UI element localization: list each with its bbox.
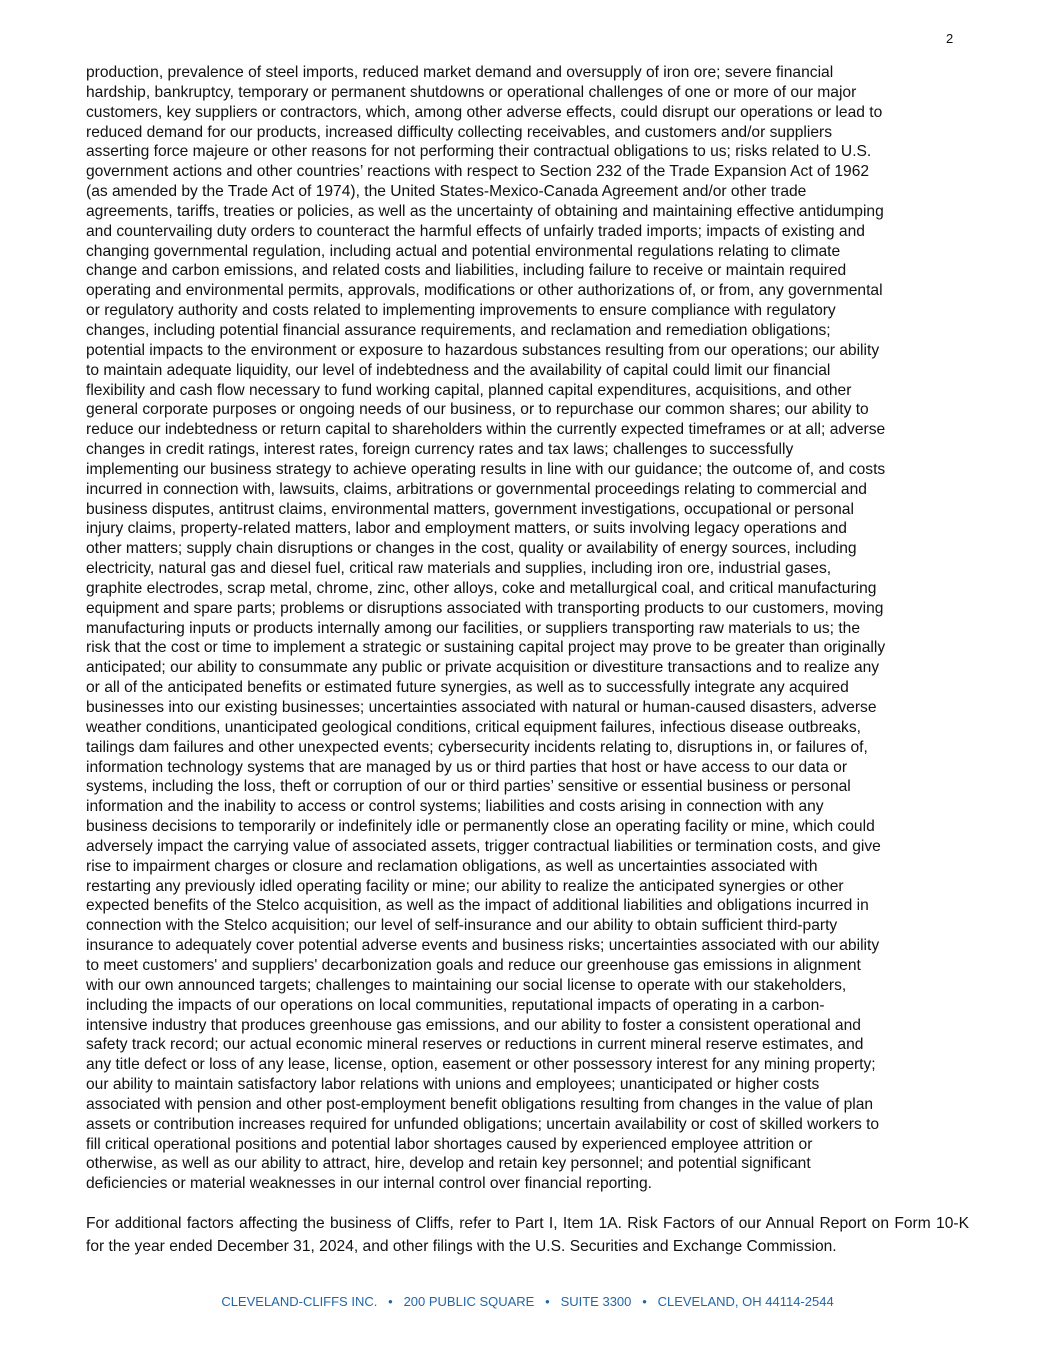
paragraph-line: or regulatory authority and costs related to implementing improvements to ensure compliance with regulatory — [86, 302, 836, 320]
paragraph-line: to maintain adequate liquidity, our level of indebtedness and the availability of capital could limit our financial — [86, 361, 831, 379]
paragraph-line: flexibility and cash flow necessary to fund working capital, planned capital expenditures, acquisitions, and other — [86, 381, 852, 399]
paragraph-line: government actions and other countries’ reactions with respect to Section 232 of the Trade Expansion Act of 1962 — [86, 163, 870, 181]
paragraph-line: change and carbon emissions, and related costs and liabilities, including failure to receive or maintain required — [86, 262, 847, 280]
closing-paragraph: For additional factors affecting the business of Cliffs, refer to Part I, Item 1A. Risk Factors of our Annual Report on Form 10-K for the year ended December 31, 2024, and other filings with the U.S. Securities and Exchange Commission. — [86, 1215, 969, 1255]
paragraph-line: business disputes, antitrust claims, environmental matters, government investigations, occupational or personal — [86, 500, 854, 518]
paragraph-line: adversely impact the carrying value of associated assets, trigger contractual liabilities or termination costs, and give — [86, 837, 881, 855]
paragraph-line: any title defect or loss of any lease, license, option, easement or other possessory interest for any mining property; — [86, 1056, 876, 1074]
paragraph-line: other matters; supply chain disruptions or changes in the cost, quality or availability of energy sources, including — [86, 540, 857, 558]
paragraph-line: deficiencies or material weaknesses in our internal control over financial reporting. — [86, 1175, 652, 1193]
paragraph-line: intensive industry that produces greenhouse gas emissions, and our ability to foster a consistent operational and — [86, 1016, 861, 1034]
paragraph-line: changes in credit ratings, interest rates, foreign currency rates and tax laws; challenges to successfully — [86, 441, 794, 459]
paragraph-line: weather conditions, unanticipated geological conditions, critical equipment failures, infectious disease outbreaks, — [86, 718, 861, 736]
paragraph-line: tailings dam failures and other unexpected events; cybersecurity incidents relating to, disruptions in, or failures of, — [86, 738, 868, 756]
paragraph-line: asserting force majeure or other reasons for not performing their contractual obligations to us; risks related to U.S. — [86, 143, 872, 161]
paragraph-line: (as amended by the Trade Act of 1974), the United States-Mexico-Canada Agreement and/or other trade — [86, 183, 807, 201]
paragraph-line: agreements, tariffs, treaties or policies, as well as the uncertainty of obtaining and maintaining effective antidumping — [86, 202, 884, 220]
paragraph-line: associated with pension and other post-employment benefit obligations resulting from changes in the value of plan — [86, 1095, 874, 1113]
paragraph-line: connection with the Stelco acquisition; our level of self-insurance and our ability to obtain sufficient third-party — [86, 917, 838, 935]
paragraph-line: or all of the anticipated benefits or estimated future synergies, as well as to successfully integrate any acquired — [86, 679, 849, 697]
paragraph-line: insurance to adequately cover potential adverse events and business risks; uncertainties associated with our ability — [86, 937, 880, 955]
paragraph-line: information technology systems that are managed by us or third parties that host or have access to our data or — [86, 758, 848, 776]
paragraph-line: changing governmental regulation, including actual and potential environmental regulations relating to climate — [86, 242, 841, 260]
paragraph-line: reduce our indebtedness or return capital to shareholders within the currently expected timeframes or at all; adverse — [86, 421, 886, 439]
paragraph-line: with our own announced targets; challenges to maintaining our social license to operate with our stakeholders, — [86, 976, 847, 994]
paragraph-line: otherwise, as well as our ability to attract, hire, develop and retain key personnel; and potential significant — [86, 1155, 811, 1173]
paragraph-line: general corporate purposes or ongoing needs of our business, or to repurchase our common shares; our ability to — [86, 401, 869, 419]
paragraph-line: restarting any previously idled operating facility or mine; our ability to realize the anticipated synergies or other — [86, 877, 844, 895]
paragraph-line: operating and environmental permits, approvals, modifications or other authorizations of, or from, any governmental — [86, 282, 883, 300]
paragraph-line: expected benefits of the Stelco acquisition, as well as the impact of additional liabilities and obligations incurred in — [86, 897, 869, 915]
paragraph-line: manufacturing inputs or products internally among our facilities, or suppliers transporting raw materials to us; the — [86, 619, 860, 637]
paragraph-line: safety track record; our actual economic mineral reserves or reductions in current mineral reserve estimates, and — [86, 1036, 864, 1054]
paragraph-line: fill critical operational positions and potential labor shortages caused by experienced employee attrition or — [86, 1135, 813, 1153]
paragraph-line: equipment and spare parts; problems or disruptions associated with transporting products to our customers, moving — [86, 599, 884, 617]
risk-factors-paragraph — [86, 63, 970, 1194]
footer-address: CLEVELAND-CLIFFS INC. • 200 PUBLIC SQUARE • SUITE 3300 • CLEVELAND, OH 44114-2544 — [221, 1294, 834, 1309]
paragraph-line: production, prevalence of steel imports, reduced market demand and oversupply of iron ore; severe financial — [86, 64, 834, 81]
paragraph-line: business decisions to temporarily or indefinitely idle or permanently close an operating facility or mine, which could — [86, 818, 875, 836]
paragraph-line: reduced demand for our products, increased difficulty collecting receivables, and customers and/or suppliers — [86, 123, 833, 141]
paragraph-line: graphite electrodes, scrap metal, chrome, zinc, other alloys, coke and metallurgical coal, and critical manufacturing — [86, 579, 877, 597]
paragraph-line: including the impacts of our operations on local communities, reputational impacts of operating in a carbon- — [86, 996, 825, 1014]
paragraph-line: changes, including potential financial assurance requirements, and reclamation and remediation obligations; — [86, 321, 831, 339]
paragraph-line: assets or contribution increases required for unfunded obligations; uncertain availability or cost of skilled workers to — [86, 1115, 880, 1133]
paragraph-line: hardship, bankruptcy, temporary or permanent shutdowns or operational challenges of one or more of our major — [86, 83, 857, 101]
paragraph-line: and countervailing duty orders to counteract the harmful effects of unfairly traded imports; impacts of existing and — [86, 222, 865, 240]
paragraph-line: systems, including the loss, theft or corruption of our or third parties’ sensitive or essential business or personal — [86, 778, 851, 796]
paragraph-line: potential impacts to the environment or exposure to hazardous substances resulting from our operations; our ability — [86, 341, 880, 359]
paragraph-line: our ability to maintain satisfactory labor relations with unions and employees; unanticipated or higher costs — [86, 1076, 820, 1094]
paragraph-line: information and the inability to access or control systems; liabilities and costs arising in connection with any — [86, 798, 824, 816]
page-number: 2 — [946, 31, 954, 46]
paragraph-line: risk that the cost or time to implement a strategic or sustaining capital project may prove to be greater than originally — [86, 639, 886, 657]
paragraph-line: anticipated; our ability to consummate any public or private acquisition or divestiture transactions and to realize any — [86, 659, 880, 677]
paragraph-line: rise to impairment charges or closure and reclamation obligations, as well as uncertainties associated with — [86, 857, 818, 875]
paragraph-line: to meet customers' and suppliers' decarbonization goals and reduce our greenhouse gas emissions in alignment — [86, 956, 861, 974]
paragraph-line: implementing our business strategy to achieve operating results in line with our guidance; the outcome of, and costs — [86, 460, 886, 478]
paragraph-line: electricity, natural gas and diesel fuel, critical raw materials and supplies, including iron ore, industrial gases, — [86, 560, 832, 578]
paragraph-line: injury claims, property-related matters, labor and employment matters, or suits involving legacy operations and — [86, 520, 847, 538]
paragraph-line: businesses into our existing businesses; uncertainties associated with natural or human-caused disasters, adverse — [86, 699, 877, 716]
paragraph-line: incurred in connection with, lawsuits, claims, arbitrations or governmental proceedings relating to commercial and — [86, 480, 867, 498]
paragraph-line: customers, key suppliers or contractors, which, among other adverse effects, could disrupt our operations or lead to — [86, 103, 883, 121]
